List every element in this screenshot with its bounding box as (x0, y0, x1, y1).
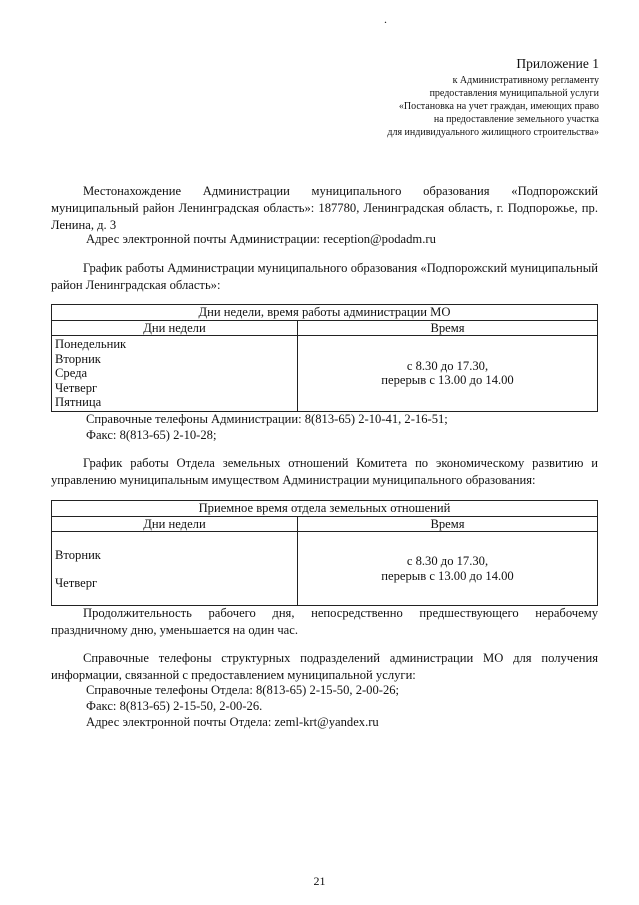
schedule1-time-cell (298, 336, 598, 412)
time-line: с 8.30 до 17.30, (406, 358, 489, 373)
admin-email-line: Адрес электронной почты Администрации: reception@podadm.ru (86, 232, 436, 246)
appendix-header (239, 56, 599, 139)
dept-phones-line: Справочные телефоны Отдела: 8(813-65) 2-15-50, 2-00-26; (86, 683, 400, 697)
scan-dot: . (384, 12, 387, 26)
schedule2-intro: График работы Отдела земельных отношений Комитета по экономическому развитию и управлению муниципальным имуществом Администрации муниципального образования: (51, 456, 598, 487)
appendix-line: на предоставление земельного участка (433, 114, 599, 125)
schedule1-col-days: Дни недели (52, 320, 298, 336)
schedule1-col-time: Время (298, 320, 598, 336)
day-item: Понедельник (55, 337, 127, 351)
reference-intro: Справочные телефоны структурных подразделений администрации МО для получения информации, связанной с предоставлением муниципальной услуги: (51, 651, 598, 682)
schedule1-table-title: Дни недели, время работы администрации МО (52, 305, 598, 321)
dept-fax-line: Факс: 8(813-65) 2-15-50, 2-00-26. (86, 699, 263, 713)
appendix-line: для индивидуального жилищного строительства» (387, 127, 599, 138)
schedule2-table-title: Приемное время отдела земельных отношений (52, 501, 598, 517)
page-number: 21 (313, 874, 326, 888)
dept-email-line: Адрес электронной почты Отдела: zeml-krt@yandex.ru (86, 715, 379, 729)
schedule2-days-cell (52, 532, 298, 606)
day-item: Вторник (55, 351, 101, 366)
time-line: перерыв с 13.00 до 14.00 (381, 373, 514, 388)
time-line: перерыв с 13.00 до 14.00 (381, 568, 514, 583)
appendix-line: предоставления муниципальной услуги (429, 88, 599, 99)
time-line: с 8.30 до 17.30, (406, 554, 489, 568)
location-paragraph: Местонахождение Администрации муниципального образования «Подпорожский муниципальный район Ленинградская область»: 187780, Ленинградская область, г. Подпорожье, пр. Ленина, д. 3 (51, 184, 598, 232)
day-item: Среда (55, 366, 88, 380)
appendix-line: к Административному регламенту (452, 75, 599, 86)
admin-schedule-table (51, 304, 598, 412)
schedule1-intro: График работы Администрации муниципального образования «Подпорожский муниципальный район Ленинградская область»: (51, 261, 598, 292)
land-dept-schedule-table (51, 500, 598, 606)
day-item: Вторник (55, 547, 101, 562)
holiday-note: Продолжительность рабочего дня, непосредственно предшествующего нерабочему праздничному дню, уменьшается на один час. (51, 606, 598, 637)
appendix-title: Приложение 1 (516, 56, 599, 71)
appendix-line: «Постановка на учет граждан, имеющих право (398, 101, 599, 112)
schedule2-col-time: Время (298, 516, 598, 532)
schedule2-time-cell (298, 532, 598, 606)
day-item: Четверг (55, 576, 98, 590)
schedule2-col-days: Дни недели (52, 516, 298, 532)
day-item: Четверг (55, 380, 98, 395)
day-item: Пятница (55, 395, 102, 409)
admin-fax-line: Факс: 8(813-65) 2-10-28; (86, 428, 217, 442)
schedule1-days-cell (52, 336, 298, 412)
admin-phones-line: Справочные телефоны Администрации: 8(813-65) 2-10-41, 2-16-51; (86, 412, 448, 426)
